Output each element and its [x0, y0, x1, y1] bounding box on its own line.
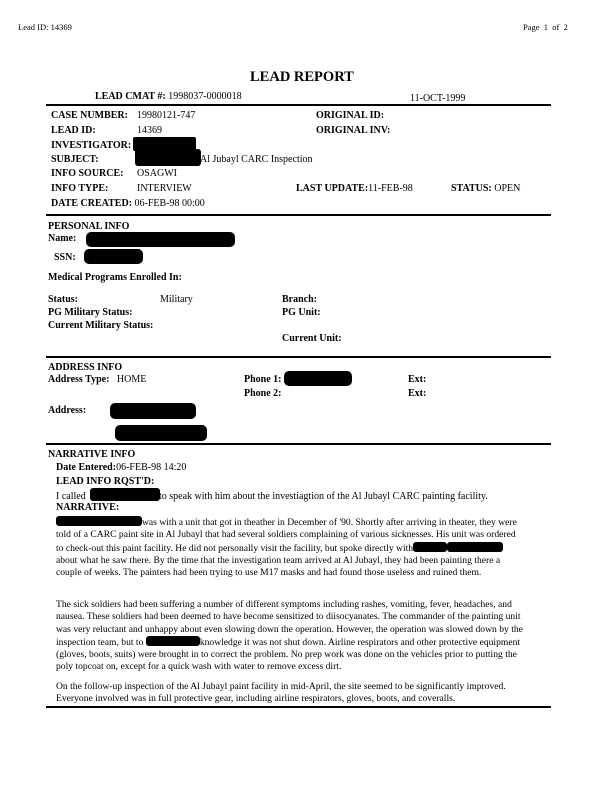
request-post: to speak with him about the investiagtion of the Al Jubayl CARC painting facility. [159, 491, 488, 502]
name-label: Name: [48, 233, 77, 244]
last-update-value: 11-FEB-98 [368, 183, 413, 194]
last-update-label: LAST UPDATE: [296, 183, 369, 194]
redaction-narrative-3 [447, 542, 503, 552]
case-number-label: CASE NUMBER: [51, 110, 128, 121]
status-label: STATUS: [451, 183, 492, 194]
original-id-label: ORIGINAL ID: [316, 110, 385, 121]
address-type [48, 374, 146, 385]
page-number [523, 22, 568, 32]
lead-cmat [95, 91, 242, 102]
medical-label: Medical Programs Enrolled In: [48, 272, 182, 283]
current-unit-label: Current Unit: [282, 333, 342, 344]
info-source-label: INFO SOURCE: [51, 168, 124, 179]
page-lead-id: Lead ID: 14369 [18, 22, 72, 32]
page-title: LEAD REPORT [250, 69, 354, 85]
date-entered-value: 06-FEB-98 14:20 [116, 462, 187, 473]
redaction-address-line1 [110, 403, 196, 419]
date-created-value: 06-FEB-98 00:00 [134, 198, 205, 209]
page-current: 1 [543, 22, 549, 32]
pg-unit-label: PG Unit: [282, 307, 321, 318]
request-pre: I called [56, 491, 86, 502]
divider-bottom [46, 706, 551, 708]
narrative-label: NARRATIVE: [56, 502, 120, 513]
subject: Al Jubayl CARC Inspection [200, 154, 313, 165]
info-source: OSAGWI [137, 168, 177, 179]
narrative-paragraph-1 [56, 516, 524, 579]
redaction-narrative-4 [146, 636, 200, 646]
narrative-p2-part-a: The sick soldiers had been suffering a number of different symptoms including rashes, vomiting, fever, headaches, and nausea. These soldiers had been deemed to have become sensitized to diisocyanates. The commander of the painting unit was very reluctant and unhappy about even slowing down the operation. However, the operation was slowed down by the inspection team, but to [56, 599, 523, 648]
info-type: INTERVIEW [137, 183, 192, 194]
redaction-ssn [84, 249, 143, 264]
narrative-p2-part-b: knowledge it was not shut down. Airline respirators and other protective equipment (gloves, boots, suits) were brought in to correct the problem. No prep work was done on the vehicles prior to putting the poly topcoat on, except for a quick wash with water to remove excess dirt. [56, 636, 521, 673]
date-entered-label: Date Entered: [56, 462, 117, 473]
phone1-label: Phone 1: [244, 374, 282, 385]
redaction-narrative-1 [56, 516, 142, 526]
personal-heading: PERSONAL INFO [48, 221, 130, 232]
redaction-narrative-2 [413, 542, 447, 552]
address-label: Address: [48, 405, 87, 416]
divider-address [46, 443, 551, 445]
narrative-paragraph-3: On the follow-up inspection of the Al Jubayl paint facility in mid-April, the site seemed to be significantly improved. Everyone involved was in full protective gear, including airline respirators, gloves, boots, and coveralls. [56, 681, 506, 705]
lead-cmat-label: LEAD CMAT #: [95, 91, 166, 102]
lead-info-rqstd-label: LEAD INFO RQST'D: [56, 476, 155, 487]
current-military-status-label: Current Military Status: [48, 320, 154, 331]
personal-status: Military [160, 294, 193, 305]
personal-status-label: Status: [48, 294, 79, 305]
pg-military-status-label: PG Military Status: [48, 307, 133, 318]
redaction-request [90, 488, 160, 501]
info-type-label: INFO TYPE: [51, 183, 109, 194]
divider-case [46, 214, 551, 216]
date-created-label: DATE CREATED: [51, 198, 133, 209]
page-total: 2 [563, 22, 568, 32]
address-type-label: Address Type: [48, 374, 110, 385]
divider-personal [46, 356, 551, 358]
page-of: of [552, 22, 560, 32]
date-created [51, 198, 205, 209]
narrative-paragraph-2 [56, 599, 524, 674]
last-update [296, 183, 413, 194]
divider-top [46, 104, 551, 106]
narrative-p1-part-b: about what he saw there. By the time that the investigation team arrived at Al Jubayl, they had been painting there a couple of weeks. The painters had been trying to use M17 masks and had found those useless and ruined them. [56, 554, 501, 579]
redaction-address-line2 [115, 425, 207, 441]
original-inv-label: ORIGINAL INV: [316, 125, 391, 136]
redaction-name [86, 232, 235, 247]
subject-label: SUBJECT: [51, 154, 99, 165]
date-entered [56, 462, 186, 473]
phone2-label: Phone 2: [244, 388, 282, 399]
ext2-label: Ext: [408, 388, 427, 399]
status-badge: OPEN [494, 183, 521, 194]
status [451, 183, 520, 194]
branch-label: Branch: [282, 294, 317, 305]
narrative-p1-part-a: was with a unit that got in theather in December of '90. Shortly after arriving in theater, they were told of a CARC paint site in Al Jubayl that had several soldiers complaining of various sicknesses. His unit was ordered to check-out this paint facility. He did not personally visit the facility, but spoke directly with [56, 517, 517, 554]
investigator-label: INVESTIGATOR: [51, 140, 132, 151]
address-type-value: HOME [116, 374, 147, 385]
redaction-phone1 [284, 371, 352, 386]
narrative-heading: NARRATIVE INFO [48, 449, 136, 460]
lead-id-label: LEAD ID: [51, 125, 96, 136]
redaction-subject [135, 149, 201, 166]
lead-date: 11-OCT-1999 [410, 93, 466, 104]
ext1-label: Ext: [408, 374, 427, 385]
ssn-label: SSN: [54, 252, 76, 263]
address-heading: ADDRESS INFO [48, 362, 123, 373]
lead-id: 14369 [137, 125, 162, 136]
case-number: 19980121-747 [137, 110, 196, 121]
lead-cmat-value: 1998037-0000018 [168, 91, 242, 102]
page-label: Page [523, 22, 540, 32]
